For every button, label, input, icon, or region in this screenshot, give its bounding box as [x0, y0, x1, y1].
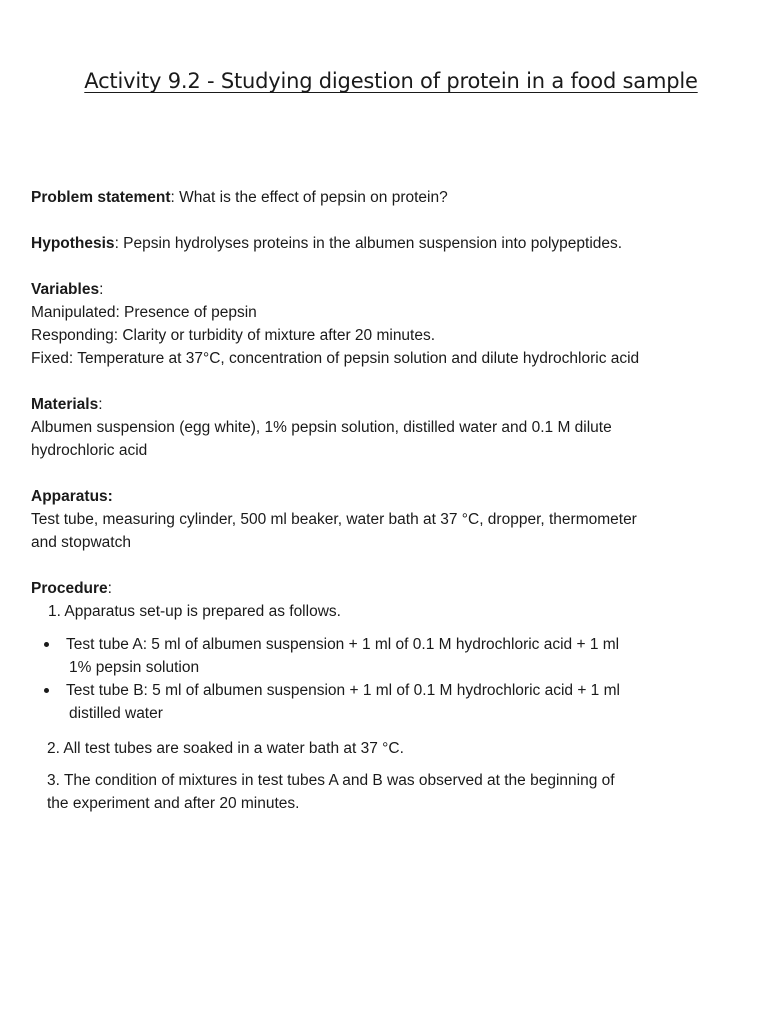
variable-fixed: Fixed: Temperature at 37°C, concentration of pepsin solution and dilute hydrochloric acid [31, 350, 640, 367]
materials-line-2: hydrochloric acid [31, 442, 148, 459]
test-tube-b-line-2: distilled water [69, 705, 163, 722]
list-item [31, 679, 731, 725]
variable-manipulated: Manipulated: Presence of pepsin [31, 304, 257, 321]
materials-heading [31, 393, 731, 416]
materials-line-1: Albumen suspension (egg white), 1% pepsin solution, distilled water and 0.1 M dilute [31, 419, 612, 436]
procedure-step-3-line-2: the experiment and after 20 minutes. [47, 795, 300, 812]
problem-statement-label: Problem statement [31, 189, 171, 206]
test-tube-a-line-1: Test tube A: 5 ml of albumen suspension + 1 ml of 0.1 M hydrochloric acid + 1 ml [66, 636, 620, 653]
apparatus-line-2: and stopwatch [31, 534, 131, 551]
page-title: Activity 9.2 - Studying digestion of protein in a food sample [84, 69, 698, 93]
setup-list [31, 633, 731, 725]
hypothesis-text: : Pepsin hydrolyses proteins in the albumen suspension into polypeptides. [114, 235, 623, 252]
variables-label: Variables [31, 281, 100, 298]
bullet-icon [44, 688, 49, 693]
variables-colon: : [99, 281, 104, 298]
list-item [31, 633, 731, 679]
variables-heading [31, 278, 731, 301]
variables-section [31, 278, 731, 370]
bullet-icon [44, 642, 49, 647]
procedure-step-1: 1. Apparatus set-up is prepared as follows. [48, 603, 341, 620]
apparatus-section [31, 485, 731, 554]
procedure-step-3-line-1: 3. The condition of mixtures in test tubes A and B was observed at the beginning of [47, 772, 615, 789]
variable-responding: Responding: Clarity or turbidity of mixture after 20 minutes. [31, 327, 436, 344]
procedure-step-2: 2. All test tubes are soaked in a water bath at 37 °C. [47, 740, 404, 757]
procedure-step-3 [31, 769, 731, 815]
test-tube-a-line-2: 1% pepsin solution [69, 659, 200, 676]
apparatus-label: Apparatus: [31, 488, 113, 505]
procedure-label: Procedure [31, 580, 108, 597]
procedure-section [31, 577, 731, 815]
materials-colon: : [98, 396, 103, 413]
materials-label: Materials [31, 396, 99, 413]
problem-statement-text: : What is the effect of pepsin on protein? [170, 189, 448, 206]
hypothesis [31, 232, 731, 255]
problem-statement [31, 186, 731, 209]
procedure-colon: : [107, 580, 112, 597]
materials-section [31, 393, 731, 462]
worksheet-body [31, 186, 731, 815]
procedure-heading [31, 577, 731, 600]
apparatus-line-1: Test tube, measuring cylinder, 500 ml beaker, water bath at 37 °C, dropper, thermometer [31, 511, 637, 528]
test-tube-b-line-1: Test tube B: 5 ml of albumen suspension + 1 ml of 0.1 M hydrochloric acid + 1 ml [66, 682, 620, 699]
hypothesis-label: Hypothesis [31, 235, 115, 252]
